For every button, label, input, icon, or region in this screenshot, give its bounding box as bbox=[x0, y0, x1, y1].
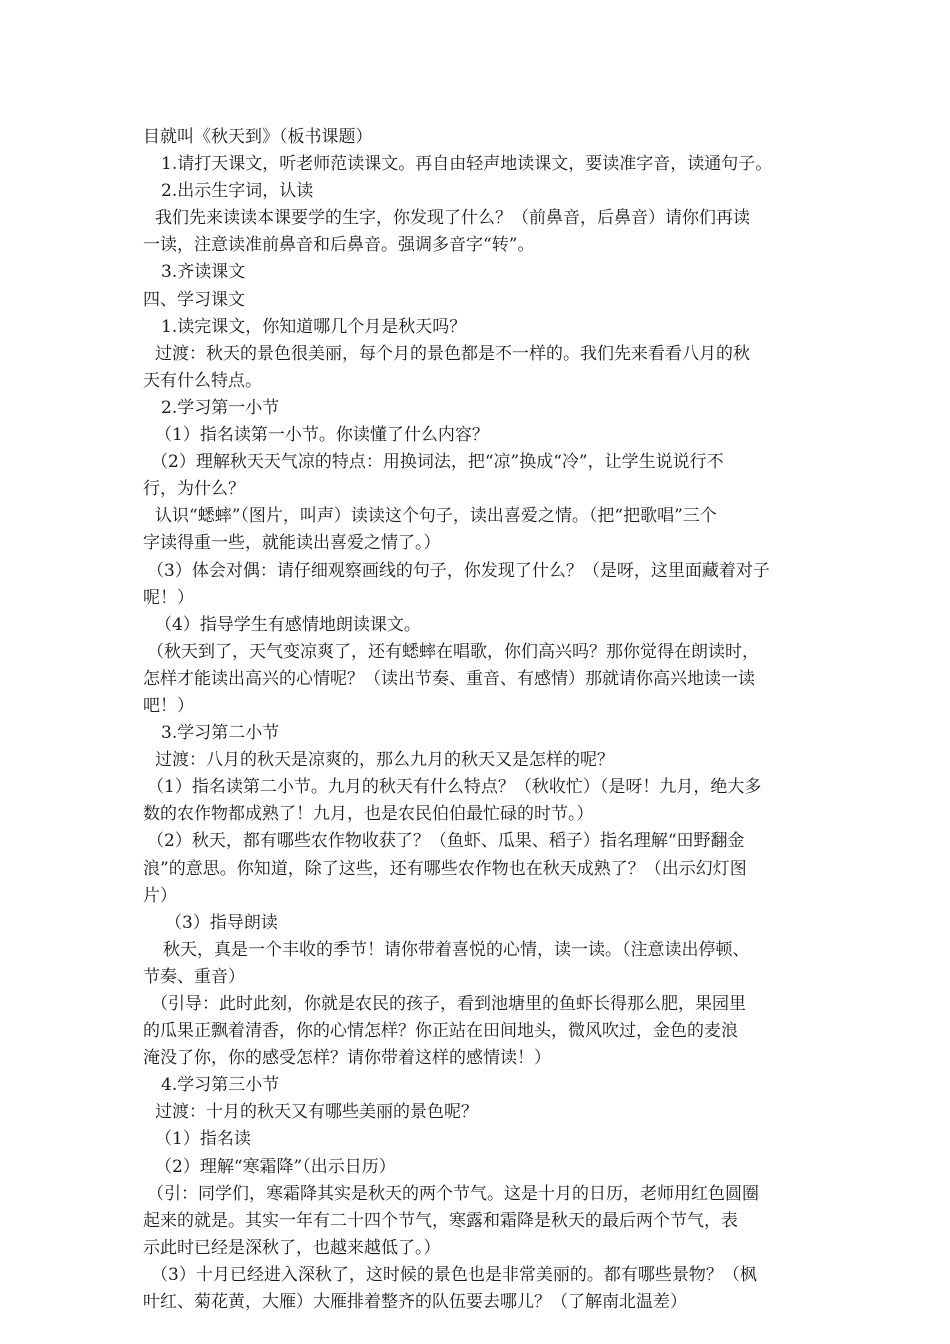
text-line: （引：同学们，寒霜降其实是秋天的两个节气。这是十月的日历，老师用红色圆圈 bbox=[147, 1183, 759, 1204]
text-line: 字读得重一些，就能读出喜爱之情了。） bbox=[143, 533, 441, 554]
text-line: 秋天，真是一个丰收的季节！请你带着喜悦的心情，读一读。（注意读出停顿、 bbox=[163, 939, 750, 960]
text-line: 怎样才能读出高兴的心情呢？（读出节奏、重音、有感情）那就请你高兴地读一读 bbox=[143, 668, 755, 689]
text-line: 目就叫《秋天到》（板书课题） bbox=[143, 127, 373, 147]
text-line: 片） bbox=[143, 885, 177, 906]
text-line: （2）理解“寒霜降”（出示日历） bbox=[155, 1156, 396, 1177]
text-line: 淹没了你，你的感受怎样？请你带着这样的感情读！） bbox=[143, 1048, 551, 1069]
text-line: 1.读完课文，你知道哪几个月是秋天吗？ bbox=[161, 316, 467, 337]
text-line: 的瓜果正飘着清香，你的心情怎样？你正站在田间地头，微风吹过，金色的麦浪 bbox=[143, 1021, 738, 1042]
text-line: 四、学习课文 bbox=[143, 289, 245, 310]
text-line: 行，为什么？ bbox=[143, 479, 245, 500]
text-line: 认识“蟋蟀”（图片，叫声）读读这个句子，读出喜爱之情。（把“把歌唱”三个 bbox=[155, 506, 717, 527]
text-line: 示此时已经是深秋了，也越来越低了。） bbox=[143, 1237, 441, 1258]
text-line: 浪”的意思。你知道，除了这些，还有哪些农作物也在秋天成熟了？（出示幻灯图 bbox=[143, 858, 747, 879]
text-line: 数的农作物都成熟了！九月，也是农民伯伯最忙碌的时节。） bbox=[143, 804, 594, 825]
text-line: 吧！） bbox=[143, 695, 194, 716]
text-line: 过渡：八月的秋天是凉爽的，那么九月的秋天又是怎样的呢？ bbox=[155, 750, 614, 771]
document-body bbox=[143, 124, 815, 1316]
text-line: 起来的就是。其实一年有二十四个节气，寒露和霜降是秋天的最后两个节气，表 bbox=[143, 1210, 738, 1231]
text-line: 节奏、重音） bbox=[143, 966, 245, 987]
text-line: 1.请打天课文，听老师范读课文。再自由轻声地读课文，要读准字音，读通句子。 bbox=[161, 154, 773, 175]
text-line: 叶红、菊花黄，大雁）大雁排着整齐的队伍要去哪儿？（了解南北温差） bbox=[143, 1292, 687, 1313]
text-line: （3）体会对偶：请仔细观察画线的句子，你发现了什么？（是呀，这里面藏着对子 bbox=[147, 560, 770, 581]
text-line: （1）指名读第一小节。你读懂了什么内容？ bbox=[155, 425, 489, 446]
text-line: 过渡：秋天的景色很美丽，每个月的景色都是不一样的。我们先来看看八月的秋 bbox=[155, 343, 750, 364]
text-line: 一读，注意读准前鼻音和后鼻音。强调多音字“转”。 bbox=[143, 235, 535, 256]
text-line: （1）指名读第二小节。九月的秋天有什么特点？（秋收忙）（是呀！九月，绝大多 bbox=[147, 777, 762, 798]
text-line: （3）指导朗读 bbox=[165, 912, 278, 933]
text-line: 3.学习第二小节 bbox=[161, 723, 280, 744]
text-line: 天有什么特点。 bbox=[143, 370, 262, 391]
text-line: （秋天到了，天气变凉爽了，还有蟋蟀在唱歌，你们高兴吗？那你觉得在朗读时， bbox=[147, 641, 759, 662]
text-line: 2.学习第一小节 bbox=[161, 397, 280, 418]
text-line: （2）秋天，都有哪些农作物收获了？（鱼虾、瓜果、稻子）指名理解“田野翻金 bbox=[147, 831, 745, 852]
text-line: （4）指导学生有感情地朗读课文。 bbox=[155, 614, 421, 635]
text-line: （1）指名读 bbox=[155, 1129, 251, 1150]
text-line: （3）十月已经进入深秋了，这时候的景色也是非常美丽的。都有哪些景物？（枫 bbox=[151, 1264, 757, 1285]
text-line: （2）理解秋天天气凉的特点：用换词法，把“凉”换成“冷”，让学生说说行不 bbox=[151, 452, 724, 473]
text-line: 2.出示生字词，认读 bbox=[161, 181, 314, 202]
text-line: 过渡：十月的秋天又有哪些美丽的景色呢？ bbox=[155, 1102, 478, 1123]
text-line: 3.齐读课文 bbox=[161, 262, 246, 283]
text-line: 我们先来读读本课要学的生字，你发现了什么？（前鼻音，后鼻音）请你们再读 bbox=[155, 208, 750, 229]
text-line: 呢！） bbox=[143, 587, 194, 608]
text-line: （引导：此时此刻，你就是农民的孩子，看到池塘里的鱼虾长得那么肥，果园里 bbox=[151, 994, 746, 1014]
text-line: 4.学习第三小节 bbox=[161, 1075, 280, 1096]
